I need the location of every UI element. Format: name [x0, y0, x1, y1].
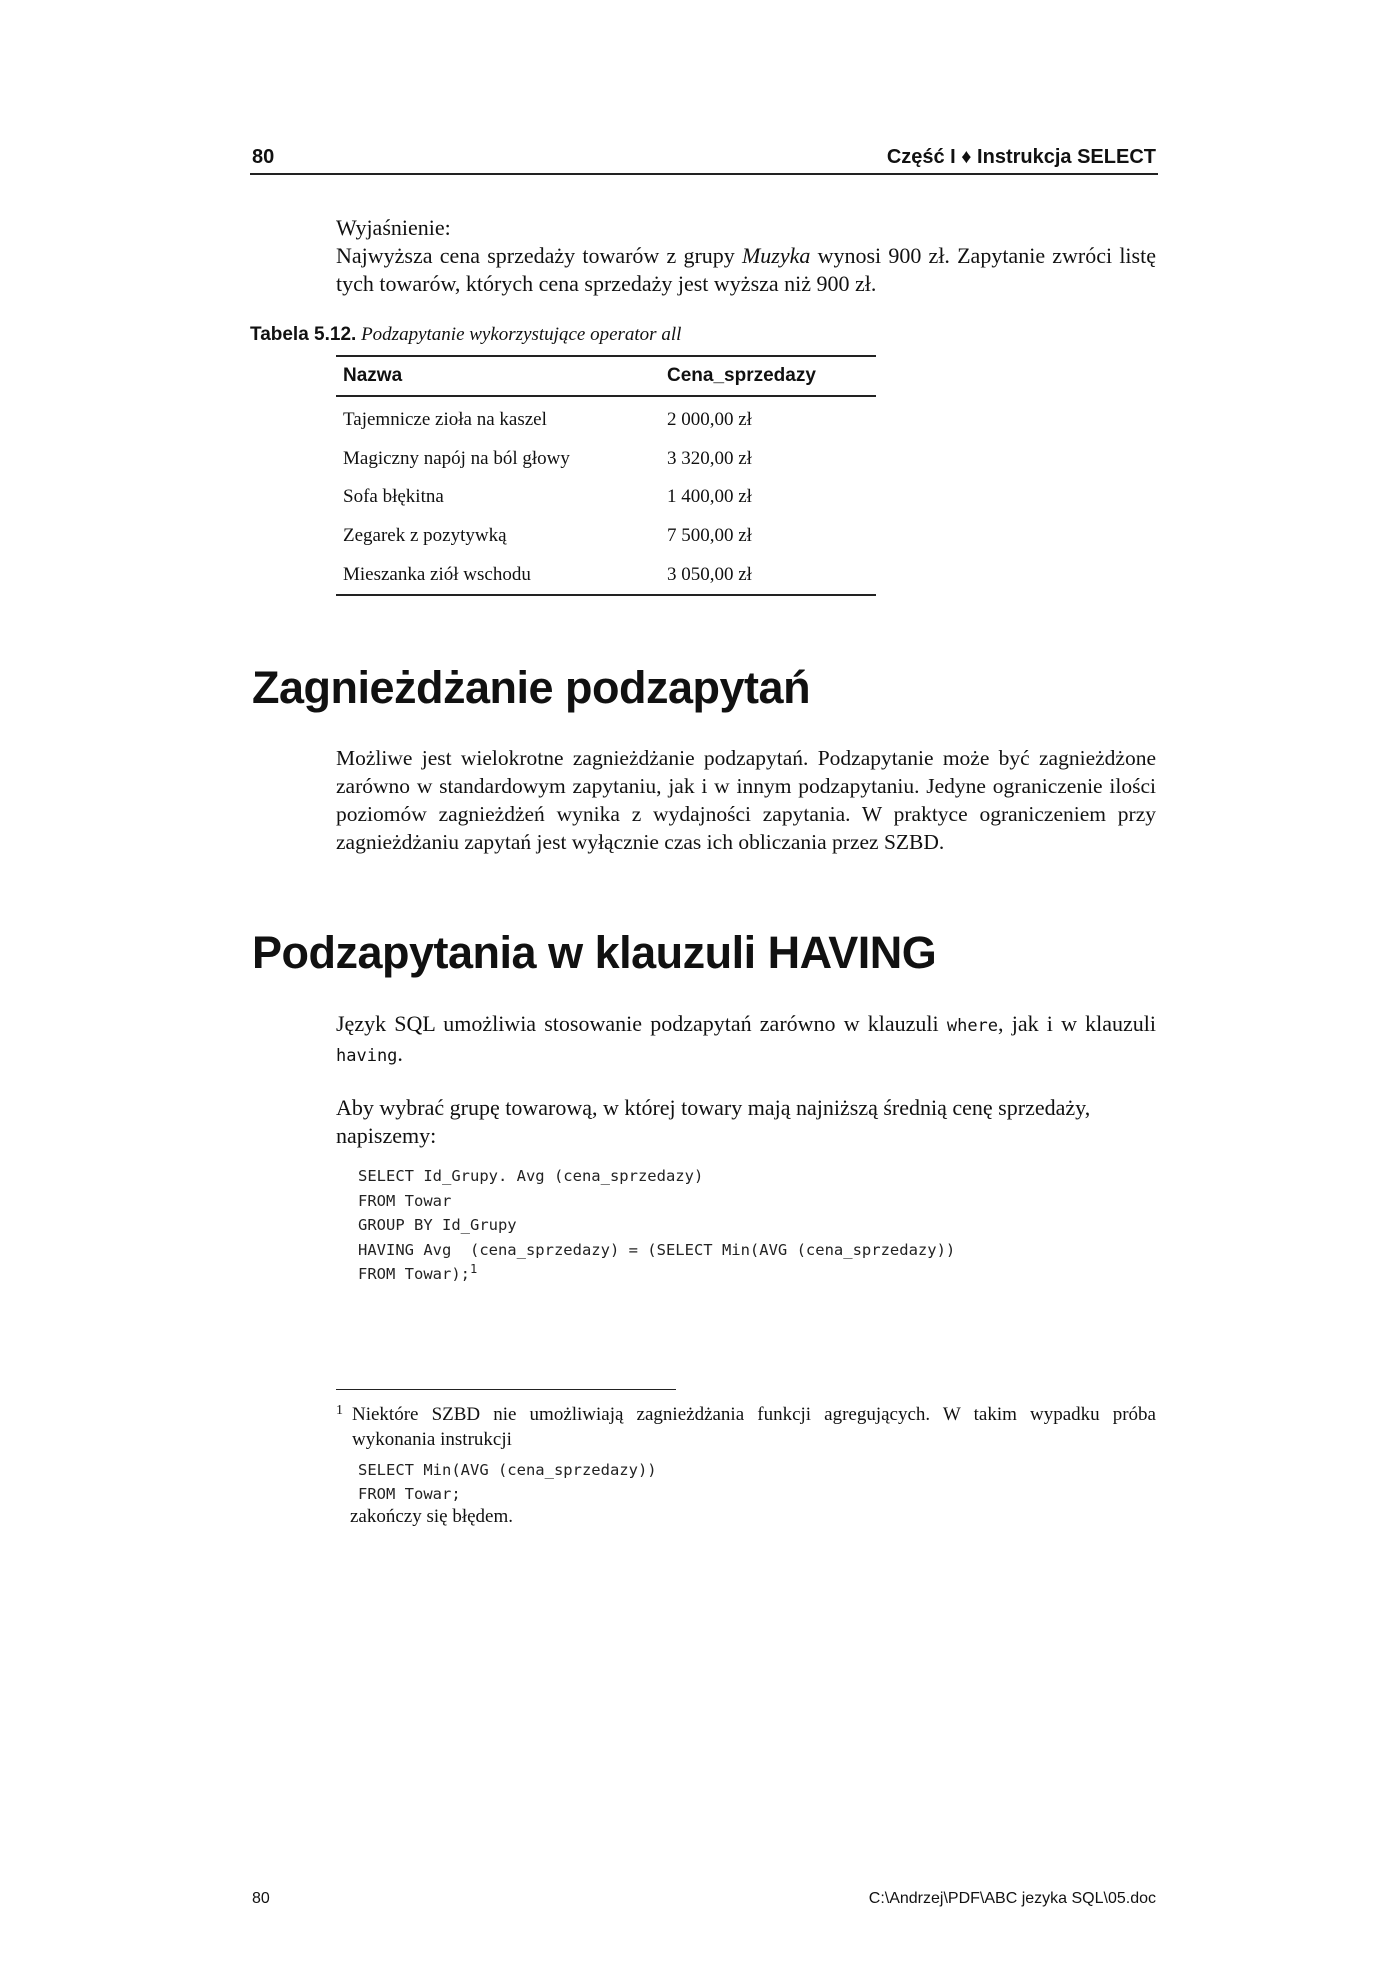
table-row [336, 440, 876, 479]
table-header-cena: Cena_sprzedazy [660, 356, 876, 396]
explanation-block [336, 214, 1156, 298]
table-cell-name: Tajemnicze zioła na kaszel [343, 409, 547, 431]
table-row [336, 555, 876, 595]
section-heading-having: Podzapytania w klauzuli HAVING [252, 927, 937, 978]
explanation-paragraph [336, 242, 1156, 298]
table-cell-name: Sofa błękitna [343, 486, 444, 508]
having-intro-start: Język SQL umożliwia stosowanie podzapytań zarówno w klauzuli [336, 1011, 947, 1036]
table-row [336, 478, 876, 517]
footnote-rule [336, 1389, 676, 1390]
having-intro-middle: , jak i w klauzuli [998, 1011, 1157, 1036]
header-rule [250, 173, 1158, 175]
table-caption [250, 324, 681, 346]
table-cell-name: Magiczny napój na ból głowy [343, 447, 570, 469]
footer-page-number: 80 [252, 1890, 270, 1907]
table-caption-label: Tabela 5.12. [250, 324, 357, 345]
running-head: Część I ♦ Instrukcja SELECT [886, 146, 1156, 168]
results-table [336, 355, 876, 596]
table-cell-price: 7 500,00 zł [667, 525, 752, 547]
table-row [336, 517, 876, 556]
footnote-body: Niektóre SZBD nie umożliwiają zagnieżdżania funkcji agregujących. W takim wypadku próba wykonania instrukcji [352, 1404, 1156, 1450]
footnote-reference: 1 [469, 1261, 478, 1276]
table-cell-price: 1 400,00 zł [667, 486, 752, 508]
table-cell-name: Mieszanka ziół wschodu [336, 555, 660, 595]
nesting-paragraph: Możliwe jest wielokrotne zagnieżdżanie podzapytań. Podzapytanie może być zagnieżdżone zarówno w standardowym zapytaniu, jak i w innym podzapytaniu. Jedyne ograniczenie ilości poziomów zagnieżdżeń wynika z wydajności zapytania. W praktyce ograniczeniem przy zagnieżdżaniu zapytań jest wyłącznie czas ich obliczania przez SZBD. [336, 746, 1156, 854]
code-line-text: FROM Towar); [358, 1265, 470, 1283]
explanation-italic-group: Muzyka [741, 243, 811, 268]
footnote-code-block [358, 1458, 657, 1506]
table-cell-price: 3 320,00 zł [667, 447, 752, 469]
section-heading-nesting: Zagnieżdżanie podzapytań [252, 662, 811, 713]
table-cell-price: 3 050,00 zł [660, 555, 876, 595]
table-cell-price: 2 000,00 zł [667, 409, 752, 431]
code-line: FROM Towar; [358, 1485, 461, 1503]
having-intro-end: . [397, 1041, 403, 1066]
having-second-paragraph: Aby wybrać grupę towarową, w której towary mają najniższą średnią cenę sprzedaży, napiszemy: [336, 1095, 1091, 1148]
code-line: GROUP BY Id_Grupy [358, 1216, 517, 1234]
footer-file-path: C:\Andrzej\PDF\ABC jezyka SQL\05.doc [868, 1890, 1156, 1907]
table-row [336, 396, 876, 440]
table-header-nazwa: Nazwa [336, 356, 660, 396]
footnote-paragraph [336, 1402, 1156, 1452]
inline-code-having: having [336, 1046, 398, 1066]
code-line: SELECT Min(AVG (cena_sprzedazy)) [358, 1461, 657, 1479]
footnote-marker: 1 [336, 1403, 343, 1418]
code-line [358, 1262, 955, 1287]
sql-code-block [358, 1164, 955, 1287]
explanation-text-end: wynosi 900 zł. Zapytanie zwróci listę tych towarów, których cena sprzedaży jest wyższa niż 900 zł. [336, 243, 1156, 296]
explanation-text-start: Najwyższa cena sprzedaży towarów z grupy [336, 243, 742, 268]
footnote-end-text: zakończy się błędem. [350, 1506, 514, 1527]
code-line: FROM Towar [358, 1191, 452, 1210]
table-caption-title: Podzapytanie wykorzystujące operator all [361, 324, 682, 345]
code-line: SELECT Id_Grupy. Avg (cena_sprzedazy) [358, 1167, 704, 1185]
table-header-row [336, 356, 876, 396]
inline-code-where: where [946, 1016, 999, 1036]
having-intro-paragraph [336, 1010, 1156, 1070]
explanation-label: Wyjaśnienie: [336, 215, 451, 240]
table-cell-name: Zegarek z pozytywką [343, 525, 507, 547]
header-page-number: 80 [252, 146, 275, 168]
code-line: HAVING Avg (cena_sprzedazy) = (SELECT Min(AVG (cena_sprzedazy)) [358, 1240, 956, 1259]
